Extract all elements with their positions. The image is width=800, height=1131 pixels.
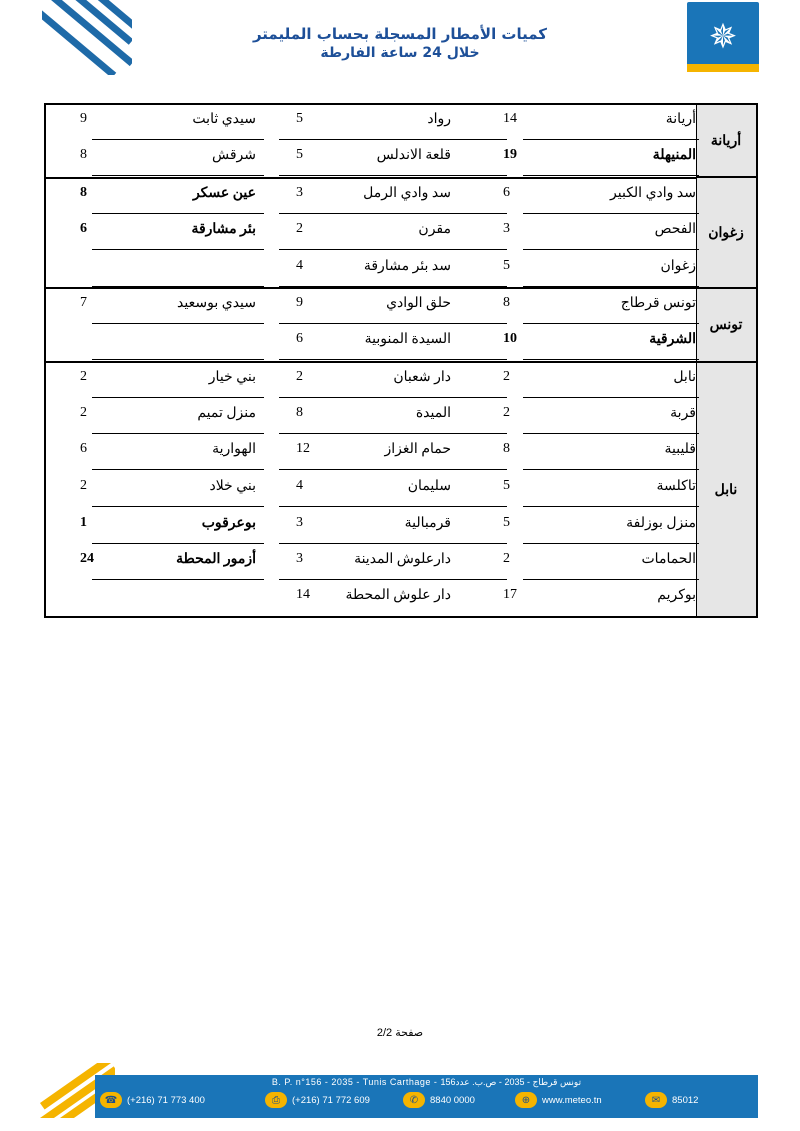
station-name: عين عسكر bbox=[192, 186, 256, 201]
station-name: السيدة المنوبية bbox=[364, 332, 451, 347]
row-underline bbox=[92, 506, 264, 507]
rainfall-value: 2 bbox=[80, 478, 87, 493]
row-underline bbox=[523, 469, 699, 470]
footer-phone: ☎ (+216) 71 773 400 bbox=[100, 1092, 205, 1108]
rainfall-value: 19 bbox=[503, 147, 517, 162]
row-underline bbox=[92, 139, 264, 140]
row-underline bbox=[92, 469, 264, 470]
rainfall-value: 2 bbox=[296, 221, 303, 236]
document-title: كميات الأمطار المسجلة بحساب المليمتر bbox=[252, 25, 548, 43]
sms-icon: ✉ bbox=[645, 1092, 667, 1108]
region-cell: نابل bbox=[714, 481, 738, 498]
station-name: قربة bbox=[670, 406, 696, 421]
table-row bbox=[46, 472, 696, 508]
row-underline bbox=[523, 359, 699, 360]
rainfall-value: 9 bbox=[80, 111, 87, 126]
station-name: سيدي بوسعيد bbox=[177, 296, 256, 311]
row-underline bbox=[523, 139, 699, 140]
station-name: سد وادي الرمل bbox=[363, 186, 451, 201]
station-name: الفحص bbox=[654, 222, 696, 237]
station-name: سد بئر مشارقة bbox=[363, 259, 451, 274]
station-name: الميدة bbox=[415, 406, 451, 421]
row-underline bbox=[279, 543, 507, 544]
station-name: حلق الوادي bbox=[386, 296, 451, 311]
rainfall-value: 2 bbox=[503, 551, 510, 566]
station-name: بوكريم bbox=[657, 588, 696, 603]
rainfall-value: 8 bbox=[503, 295, 510, 310]
page-number: صفحة 2/2 bbox=[376, 1027, 424, 1039]
station-name: منزل بوزلفة bbox=[626, 516, 696, 531]
station-name: أزمور المحطة bbox=[176, 552, 256, 567]
rainfall-value: 3 bbox=[296, 515, 303, 530]
rainfall-value: 8 bbox=[80, 147, 87, 162]
table-row bbox=[46, 141, 696, 177]
row-underline bbox=[279, 433, 507, 434]
row-underline bbox=[279, 506, 507, 507]
row-underline bbox=[279, 139, 507, 140]
rainfall-value: 8 bbox=[296, 405, 303, 420]
table-row bbox=[46, 105, 696, 141]
phone-icon: ☎ bbox=[100, 1092, 122, 1108]
row-underline bbox=[523, 433, 699, 434]
table-row bbox=[46, 545, 696, 581]
station-name: رواد bbox=[427, 112, 451, 127]
region-cell: أريانة bbox=[696, 105, 756, 178]
fax-icon: ⎙ bbox=[265, 1092, 287, 1108]
rainfall-value: 1 bbox=[80, 515, 87, 530]
row-underline bbox=[523, 397, 699, 398]
rainfall-value: 3 bbox=[503, 221, 510, 236]
rainfall-value: 2 bbox=[503, 405, 510, 420]
rainfall-value: 3 bbox=[296, 185, 303, 200]
rainfall-value: 14 bbox=[503, 111, 517, 126]
rainfall-value: 5 bbox=[296, 147, 303, 162]
row-underline bbox=[279, 397, 507, 398]
row-underline bbox=[279, 213, 507, 214]
rainfall-value: 2 bbox=[80, 369, 87, 384]
station-name: الشرقية bbox=[649, 332, 696, 347]
station-name: أريانة bbox=[665, 112, 696, 127]
document-subtitle: خلال 24 ساعة الفارطة bbox=[320, 45, 480, 61]
station-name: حمام الغزاز bbox=[384, 442, 451, 457]
footer-address: B. P. n°156 - 2035 - Tunis Carthage - تونس قرطاج - 2035 - ص.ب. عدد156 bbox=[271, 1077, 582, 1087]
table-row bbox=[46, 215, 696, 251]
station-name: دار شعبان bbox=[393, 370, 451, 385]
row-underline bbox=[523, 213, 699, 214]
table-row bbox=[46, 325, 696, 361]
row-underline bbox=[92, 433, 264, 434]
row-underline bbox=[92, 359, 264, 360]
rainfall-value: 5 bbox=[503, 478, 510, 493]
footer-fax: ⎙ (+216) 71 772 609 bbox=[265, 1092, 370, 1108]
station-name: سيدي ثابت bbox=[192, 112, 256, 127]
table-row bbox=[46, 287, 696, 325]
station-name: قرمبالية bbox=[404, 516, 451, 531]
rainfall-value: 6 bbox=[503, 185, 510, 200]
rainfall-value: 7 bbox=[80, 295, 87, 310]
row-underline bbox=[92, 397, 264, 398]
station-name: زغوان bbox=[660, 259, 696, 274]
table-row bbox=[46, 361, 696, 399]
rainfall-table bbox=[44, 103, 758, 618]
station-name: منزل تميم bbox=[197, 406, 256, 421]
table-row bbox=[46, 252, 696, 288]
station-name: الهوارية bbox=[212, 442, 256, 457]
row-underline bbox=[523, 506, 699, 507]
station-name: بني خيار bbox=[208, 370, 256, 385]
rainfall-value: 6 bbox=[296, 331, 303, 346]
rainfall-value: 9 bbox=[296, 295, 303, 310]
station-name: سليمان bbox=[407, 479, 451, 494]
row-underline bbox=[92, 175, 264, 176]
footer-green-number: ✆ 8840 0000 bbox=[403, 1092, 475, 1108]
region-cell: زغوان bbox=[696, 178, 756, 289]
rainfall-value: 8 bbox=[503, 441, 510, 456]
station-name: شرقش bbox=[212, 148, 256, 163]
station-name: نابل bbox=[673, 370, 696, 385]
rainfall-value: 12 bbox=[296, 441, 310, 456]
footer-bar bbox=[95, 1075, 758, 1118]
station-name: مقرن bbox=[418, 222, 451, 237]
footer-website[interactable]: ⊕ www.meteo.tn bbox=[515, 1092, 602, 1108]
row-underline bbox=[279, 323, 507, 324]
table-row bbox=[46, 509, 696, 545]
rainfall-value: 5 bbox=[503, 515, 510, 530]
footer-sms: ✉ 85012 bbox=[645, 1092, 698, 1108]
row-underline bbox=[523, 543, 699, 544]
station-name: بوعرقوب bbox=[201, 516, 256, 531]
header-stripes-decoration bbox=[42, 0, 132, 75]
rainfall-value: 2 bbox=[296, 369, 303, 384]
rainfall-value: 3 bbox=[296, 551, 303, 566]
rainfall-value: 6 bbox=[80, 221, 87, 236]
rainfall-value: 5 bbox=[296, 111, 303, 126]
green-number-icon: ✆ bbox=[403, 1092, 425, 1108]
rainfall-value: 2 bbox=[503, 369, 510, 384]
rainfall-value: 10 bbox=[503, 331, 517, 346]
row-underline bbox=[92, 249, 264, 250]
page-footer bbox=[40, 1063, 758, 1118]
rainfall-value: 8 bbox=[80, 185, 87, 200]
rainfall-value: 6 bbox=[80, 441, 87, 456]
rainfall-value: 4 bbox=[296, 478, 303, 493]
row-underline bbox=[523, 323, 699, 324]
station-name: المنيهلة bbox=[652, 148, 696, 163]
row-underline bbox=[92, 213, 264, 214]
row-underline bbox=[523, 579, 699, 580]
row-underline bbox=[523, 249, 699, 250]
rainfall-value: 5 bbox=[503, 258, 510, 273]
rainfall-value: 4 bbox=[296, 258, 303, 273]
row-underline bbox=[279, 249, 507, 250]
station-name: بني خلاد bbox=[209, 479, 256, 494]
row-underline bbox=[279, 175, 507, 176]
rainfall-value: 14 bbox=[296, 587, 310, 602]
rainfall-value: 24 bbox=[80, 551, 94, 566]
station-name: تاكلسة bbox=[656, 479, 696, 494]
row-underline bbox=[279, 469, 507, 470]
institute-logo-icon: ✵ bbox=[687, 2, 759, 72]
row-underline bbox=[92, 323, 264, 324]
rainfall-value: 17 bbox=[503, 587, 517, 602]
station-name: الحمامات bbox=[641, 552, 696, 567]
row-underline bbox=[92, 543, 264, 544]
table-row bbox=[46, 581, 696, 617]
station-name: سد وادي الكبير bbox=[610, 186, 696, 201]
table-row bbox=[46, 399, 696, 435]
region-column bbox=[696, 105, 756, 616]
web-icon: ⊕ bbox=[515, 1092, 537, 1108]
station-name: قلعة الاندلس bbox=[376, 148, 451, 163]
row-underline bbox=[279, 359, 507, 360]
region-cell: تونس bbox=[696, 289, 756, 363]
station-name: دارعلوش المدينة bbox=[354, 552, 451, 567]
row-underline bbox=[523, 175, 699, 176]
rainfall-value: 2 bbox=[80, 405, 87, 420]
station-name: بئر مشارقة bbox=[191, 222, 256, 237]
row-underline bbox=[279, 579, 507, 580]
station-name: قليبية bbox=[664, 442, 696, 457]
row-underline bbox=[92, 579, 264, 580]
table-row bbox=[46, 177, 696, 215]
station-name: دار علوش المحطة bbox=[345, 588, 451, 603]
table-row bbox=[46, 435, 696, 471]
station-name: تونس قرطاج bbox=[620, 296, 696, 311]
